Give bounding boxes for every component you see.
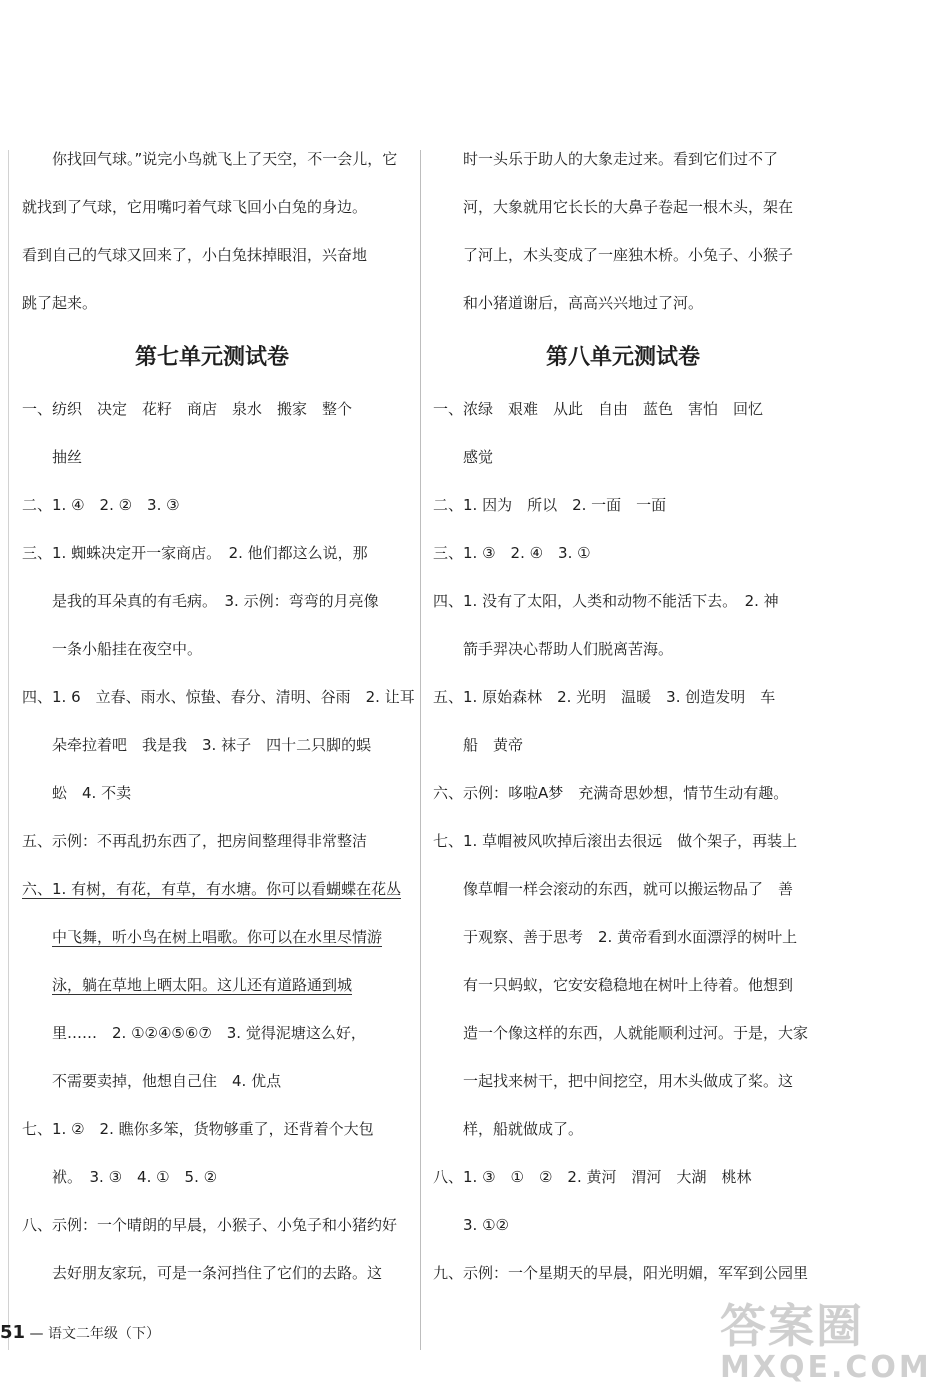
answer-line: 有一只蚂蚁，它安安稳稳地在树叶上待着。他想到 <box>463 976 794 994</box>
text-line: 就找到了气球，它用嘴叼着气球飞回小白兔的身边。 <box>22 198 368 216</box>
text-line: 时一头乐于助人的大象走过来。看到它们过不了 <box>463 150 779 168</box>
answer-line: 蚣 4. 不卖 <box>52 784 132 802</box>
answer-line: 六、示例：哆啦A梦 充满奇思妙想，情节生动有趣。 <box>433 784 789 802</box>
footer-label: — 语文二年级（下） <box>29 1326 160 1342</box>
answer-line <box>22 865 412 913</box>
answer-line: 朵牵拉着吧 我是我 3. 袜子 四十二只脚的蜈 <box>52 736 372 754</box>
answer-line: 一条小船挂在夜空中。 <box>52 640 203 658</box>
answer-line: 感觉 <box>463 448 494 466</box>
answer-line: 箭手羿决心帮助人们脱离苦海。 <box>463 640 674 658</box>
text-line: 河，大象就用它长长的大鼻子卷起一根木头，架在 <box>463 198 794 216</box>
answer-line: 样，船就做成了。 <box>463 1120 584 1138</box>
answer-line: 八、1. ③ ① ② 2. 黄河 渭河 大湖 桃林 <box>433 1168 752 1186</box>
section-title: 第七单元测试卷 <box>134 345 289 370</box>
answer-line: 船 黄帝 <box>463 736 524 754</box>
text-line: 看到自己的气球又回来了，小白兔抹掉眼泪，兴奋地 <box>22 246 368 264</box>
page-number: 51 <box>0 1322 26 1343</box>
answer-line: 四、1. 没有了太阳，人类和动物不能活下去。 2. 神 <box>433 592 779 610</box>
underlined-text: 泳，躺在草地上晒太阳。这儿还有道路通到城 <box>52 976 353 994</box>
watermark-logo <box>720 1290 932 1390</box>
answer-line: 九、示例：一个星期天的早晨，阳光明媚，军军到公园里 <box>433 1264 809 1282</box>
answer-line: 于观察、善于思考 2. 黄帝看到水面漂浮的树叶上 <box>463 928 798 946</box>
answer-line: 五、1. 原始森林 2. 光明 温暖 3. 创造发明 车 <box>433 688 776 706</box>
underlined-text: 六、1. 有树，有花，有草，有水塘。你可以看蝴蝶在花丛 <box>22 880 402 898</box>
answer-line: 七、1. ② 2. 瞧你多笨，货物够重了，还背着个大包 <box>22 1120 374 1138</box>
text-line: 你找回气球。”说完小鸟就飞上了天空，不一会儿，它 <box>52 150 398 168</box>
watermark-url: MXQE.COM <box>720 1350 932 1385</box>
answer-line: 去好朋友家玩，可是一条河挡住了它们的去路。这 <box>52 1264 383 1282</box>
answer-line: 3. ①② <box>463 1216 509 1234</box>
answer-line: 是我的耳朵真的有毛病。 3. 示例：弯弯的月亮像 <box>52 592 379 610</box>
answer-line: 里…… 2. ①②④⑤⑥⑦ 3. 觉得泥塘这么好， <box>52 1024 366 1042</box>
text-line: 了河上，木头变成了一座独木桥。小兔子、小猴子 <box>463 246 794 264</box>
watermark-text: 答案圈 <box>720 1299 864 1353</box>
answer-line: 七、1. 草帽被风吹掉后滚出去很远 做个架子，再装上 <box>433 832 798 850</box>
answer-line: 像草帽一样会滚动的东西，就可以搬运物品了 善 <box>463 880 794 898</box>
answer-line: 五、示例：不再乱扔东西了，把房间整理得非常整洁 <box>22 832 368 850</box>
page-footer <box>0 1322 160 1343</box>
answer-line: 造一个像这样的东西，人就能顺利过河。于是，大家 <box>463 1024 809 1042</box>
section-title: 第八单元测试卷 <box>545 345 700 370</box>
answer-line: 一、浓绿 艰难 从此 自由 蓝色 害怕 回忆 <box>433 400 764 418</box>
binding-edge-line <box>8 150 9 1350</box>
answer-line <box>22 961 442 1009</box>
answer-line: 二、1. ④ 2. ② 3. ③ <box>22 496 180 514</box>
answer-line <box>22 913 442 961</box>
answer-line: 三、1. ③ 2. ④ 3. ① <box>433 544 591 562</box>
answer-line: 袱。 3. ③ 4. ① 5. ② <box>52 1168 218 1186</box>
text-line: 跳了起来。 <box>22 294 98 312</box>
answer-line: 一起找来树干，把中间挖空，用木头做成了桨。这 <box>463 1072 794 1090</box>
answer-line: 抽丝 <box>52 448 83 466</box>
answer-line: 四、1. 6 立春、雨水、惊蛰、春分、清明、谷雨 2. 让耳 <box>22 688 415 706</box>
underlined-text: 中飞舞，听小鸟在树上唱歌。你可以在水里尽情游 <box>52 928 383 946</box>
text-line: 和小猪道谢后，高高兴兴地过了河。 <box>463 294 704 312</box>
answer-line: 不需要卖掉，他想自己住 4. 优点 <box>52 1072 282 1090</box>
answer-line: 一、纺织 决定 花籽 商店 泉水 搬家 整个 <box>22 400 353 418</box>
answer-line: 八、示例：一个晴朗的早晨，小猴子、小兔子和小猪约好 <box>22 1216 398 1234</box>
answer-line: 三、1. 蜘蛛决定开一家商店。 2. 他们都这么说，那 <box>22 544 368 562</box>
answer-line: 二、1. 因为 所以 2. 一面 一面 <box>433 496 667 514</box>
